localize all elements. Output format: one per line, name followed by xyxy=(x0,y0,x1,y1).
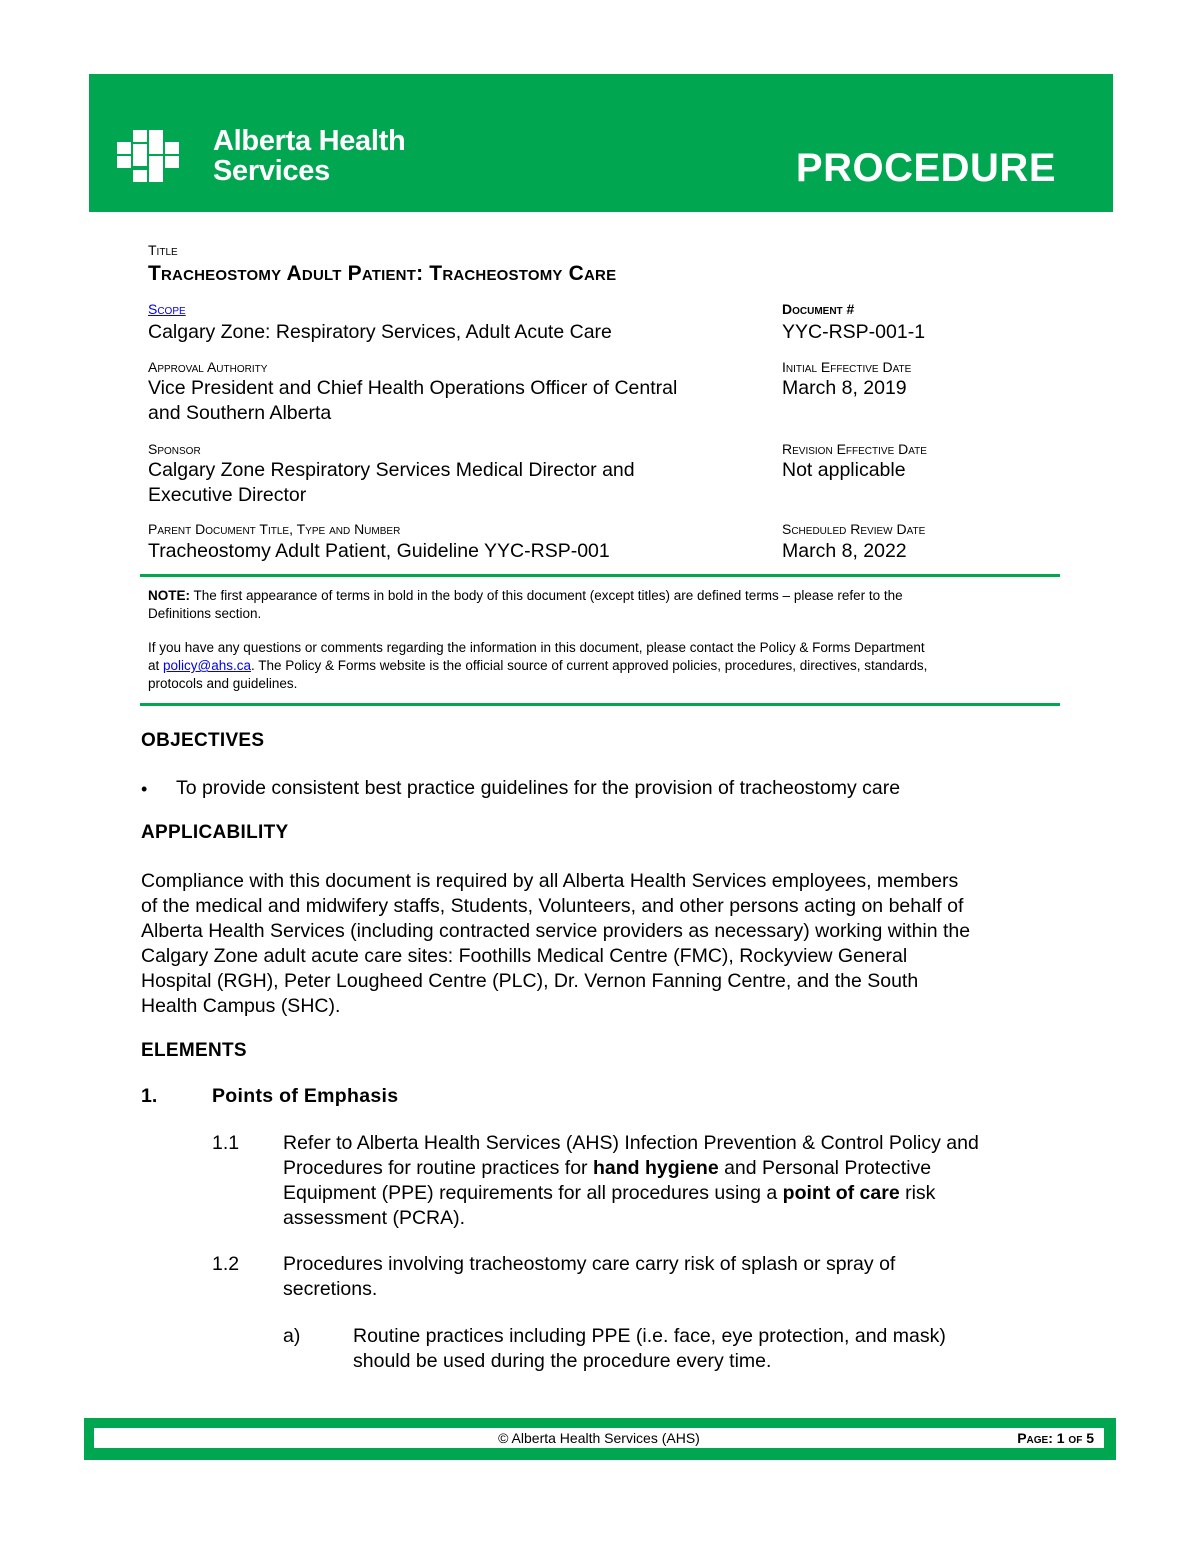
footer-page-number: Page: 1 of 5 xyxy=(1017,1430,1094,1446)
contact-line2 xyxy=(148,657,1048,675)
section-1-1-line1: Refer to Alberta Health Services (AHS) Infection Prevention & Control Policy and xyxy=(283,1132,979,1154)
section-1-2-number: 1.2 xyxy=(212,1253,240,1275)
document-title: Tracheostomy Adult Patient: Tracheostomy Care xyxy=(148,262,617,285)
contact-post: . The Policy & Forms website is the official source of current approved policies, procedures, directives, standards, xyxy=(251,658,928,673)
section-1-1-line2 xyxy=(283,1156,979,1181)
note-line2: Definitions section. xyxy=(148,606,262,621)
divider-bottom xyxy=(140,703,1060,706)
section-1-1-line4: assessment (PCRA). xyxy=(283,1207,466,1229)
contact-pre: at xyxy=(148,658,164,673)
s11-l3a: Equipment (PPE) requirements for all procedures using a xyxy=(283,1182,783,1204)
s11-l3c: risk xyxy=(899,1182,936,1204)
approval-line1: Vice President and Chief Health Operations Officer of Central xyxy=(148,377,678,399)
contact-line3: protocols and guidelines. xyxy=(148,676,298,691)
ahs-cross-logo-icon xyxy=(117,130,197,194)
contact-line1: If you have any questions or comments regarding the information in this document, please contact the Policy & Forms Department xyxy=(148,640,925,655)
divider-top xyxy=(140,574,1060,577)
applicability-line: Hospital (RGH), Peter Lougheed Centre (PLC), Dr. Vernon Fanning Centre, and the South xyxy=(141,970,919,992)
applicability-line: Health Campus (SHC). xyxy=(141,995,341,1017)
applicability-line: Alberta Health Services (including contracted service providers as necessary) working within the xyxy=(141,920,971,942)
note-bold: NOTE: xyxy=(148,588,190,603)
applicability-line: Compliance with this document is required by all Alberta Health Services employees, members xyxy=(141,870,959,892)
revision-date-label: Revision Effective Date xyxy=(782,441,927,457)
org-name xyxy=(213,126,405,186)
doc-type-title: PROCEDURE xyxy=(795,146,1056,190)
applicability-text xyxy=(141,869,970,1019)
note-line1 xyxy=(148,587,1048,605)
approval-value xyxy=(148,376,677,426)
parent-doc-value: Tracheostomy Adult Patient, Guideline YYC-RSP-001 xyxy=(148,540,610,562)
elements-heading: ELEMENTS xyxy=(141,1040,247,1061)
review-date-value: March 8, 2022 xyxy=(782,540,907,562)
applicability-line: of the medical and midwifery staffs, Students, Volunteers, and other persons acting on behalf of xyxy=(141,895,964,917)
section-1-1-text xyxy=(283,1131,979,1231)
initial-date-value: March 8, 2019 xyxy=(782,377,907,399)
sponsor-line1: Calgary Zone Respiratory Services Medical Director and xyxy=(148,459,635,481)
scope-link[interactable]: Scope xyxy=(148,301,186,317)
objectives-heading: OBJECTIVES xyxy=(141,730,265,751)
section-1-1-line3 xyxy=(283,1181,979,1206)
footer-copyright: © Alberta Health Services (AHS) xyxy=(498,1430,700,1446)
approval-line2: and Southern Alberta xyxy=(148,402,332,424)
policy-email-link[interactable]: policy@ahs.ca xyxy=(163,658,252,673)
header-banner xyxy=(89,74,1113,212)
title-label: Title xyxy=(148,242,178,258)
section-1-title: Points of Emphasis xyxy=(212,1085,399,1107)
bullet-icon: • xyxy=(141,779,148,799)
section-a-number: a) xyxy=(283,1325,301,1347)
section-1-1-number: 1.1 xyxy=(212,1132,240,1154)
applicability-heading: APPLICABILITY xyxy=(141,822,289,843)
scope-label[interactable] xyxy=(148,301,186,317)
doc-number-value: YYC-RSP-001-1 xyxy=(782,321,926,343)
term-hand-hygiene: hand hygiene xyxy=(592,1157,719,1179)
parent-doc-label: Parent Document Title, Type and Number xyxy=(148,521,401,537)
sponsor-label: Sponsor xyxy=(148,441,201,457)
doc-number-label: Document # xyxy=(782,301,855,317)
approval-label: Approval Authority xyxy=(148,359,268,375)
section-a-line1: Routine practices including PPE (i.e. face, eye protection, and mask) xyxy=(353,1325,946,1347)
note-text: The first appearance of terms in bold in the body of this document (except titles) are defined terms – please refer to the xyxy=(190,588,903,603)
s11-l2a: Procedures for routine practices for xyxy=(283,1157,593,1179)
term-point-of-care: point of care xyxy=(782,1182,900,1204)
section-1-number: 1. xyxy=(141,1085,158,1107)
contact-block xyxy=(148,639,1048,693)
footer-inner xyxy=(94,1428,1104,1448)
scope-value: Calgary Zone: Respiratory Services, Adult Acute Care xyxy=(148,321,612,343)
section-1-2-line2: secretions. xyxy=(283,1278,378,1300)
section-1-2-line1: Procedures involving tracheostomy care carry risk of splash or spray of xyxy=(283,1253,896,1275)
footer-bar xyxy=(84,1418,1116,1460)
section-a-text xyxy=(353,1324,946,1374)
objectives-bullet-text: To provide consistent best practice guidelines for the provision of tracheostomy care xyxy=(176,777,901,799)
org-name-line2: Services xyxy=(213,155,330,187)
sponsor-line2: Executive Director xyxy=(148,484,307,506)
section-a-line2: should be used during the procedure every time. xyxy=(353,1350,772,1372)
org-name-line1: Alberta Health xyxy=(213,125,406,157)
section-1-2-text xyxy=(283,1252,895,1302)
sponsor-value xyxy=(148,458,635,508)
initial-date-label: Initial Effective Date xyxy=(782,359,912,375)
revision-date-value: Not applicable xyxy=(782,459,906,481)
note-block xyxy=(148,587,1048,623)
s11-l2c: and Personal Protective xyxy=(718,1157,932,1179)
review-date-label: Scheduled Review Date xyxy=(782,521,926,537)
applicability-line: Calgary Zone adult acute care sites: Foothills Medical Centre (FMC), Rockyview General xyxy=(141,945,908,967)
